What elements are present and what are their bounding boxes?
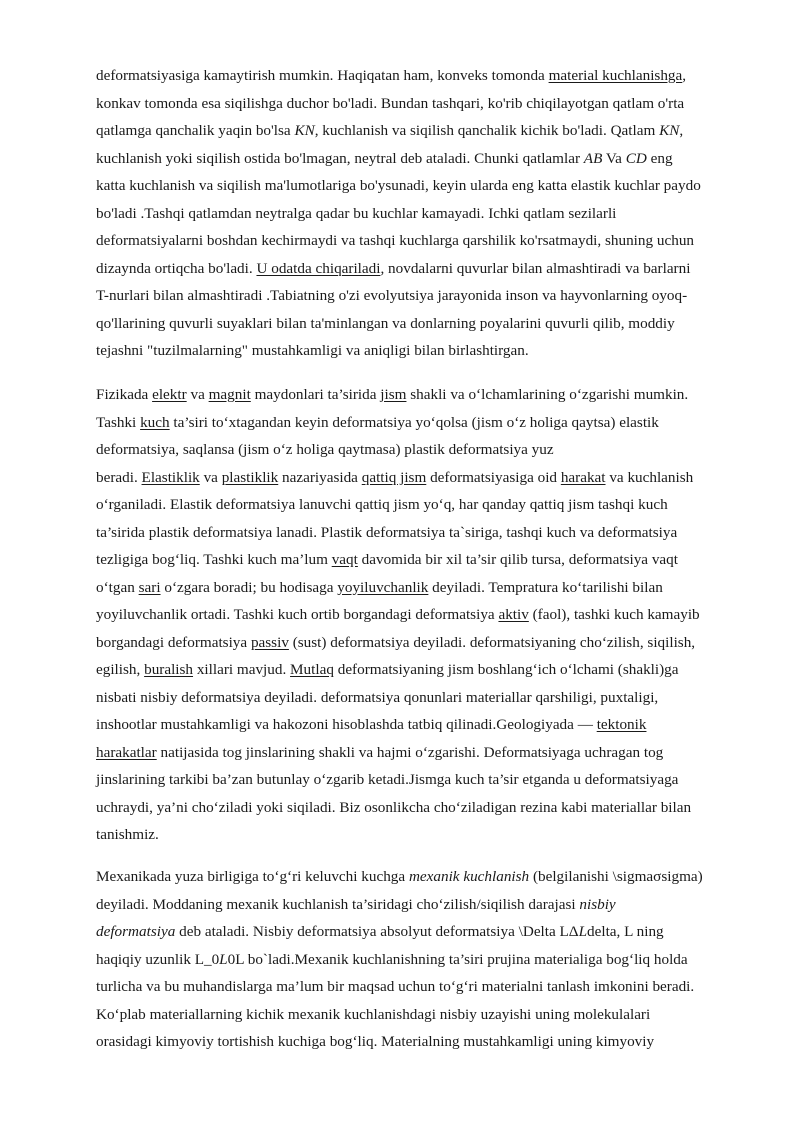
text-segment: davomida bir xil ta’sir qilib tursa, deformatsiya vaqt — [357, 551, 678, 568]
text-line — [96, 519, 746, 547]
text-line — [96, 711, 746, 739]
text-segment: 0L bo`ladi.Mexanik kuchlanishning ta’siri prujina materialiga bog‘liq holda — [227, 950, 688, 968]
hyperlink[interactable]: harakatlar — [96, 743, 157, 761]
text-segment: kuchlanish yoki siqilish ostida bo'lmagan, neytral deb ataladi. Chunki qatlamlar — [96, 149, 584, 167]
text-line — [96, 310, 746, 338]
text-segment: nisbati nisbiy deformatsiya deyiladi. deformatsiya qonunlari materiallar qarshiligi, puxtaligi, — [96, 688, 659, 706]
text-segment: nazariyasida — [278, 468, 362, 486]
text-segment: o‘zgara boradi; bu hodisaga — [160, 578, 338, 596]
hyperlink[interactable]: jism — [380, 386, 407, 403]
text-segment: (faol), tashki kuch kamayib — [528, 606, 700, 623]
hyperlink[interactable]: magnit — [208, 386, 251, 403]
text-segment: Va — [602, 149, 626, 167]
text-segment: , novdalarni quvurlar bilan almashtiradi va barlarni — [380, 259, 691, 277]
paragraph-physics-deformation — [96, 381, 746, 849]
text-segment: inshootlar mustahkamligi va hakozoni hisoblashda tatbiq qilinadi.Geologiyada — — [96, 716, 597, 733]
text-segment: , — [682, 67, 687, 84]
text-line — [96, 1028, 746, 1056]
text-segment: beradi. — [96, 468, 142, 486]
text-segment: katta kuchlanish va siqilish ma'lumotlariga bo'ysunadi, keyin ularda eng katta elastik kuchlar paydo — [96, 177, 701, 194]
hyperlink[interactable]: U odatda chiqariladi — [256, 259, 381, 277]
text-line — [96, 200, 746, 228]
hyperlink[interactable]: passiv — [250, 633, 289, 651]
text-line — [96, 337, 746, 365]
text-segment: tezligiga bog‘liq. Tashki kuch ma’lum — [96, 551, 332, 568]
text-segment: va — [199, 468, 222, 486]
text-line — [96, 684, 746, 712]
text-segment: Fizikada — [96, 386, 153, 403]
text-segment: maydonlari ta’sirida — [250, 386, 381, 403]
text-segment: Ko‘plab materiallarning kichik mexanik kuchlanishdagi nisbiy uzayishi uning molekulalari — [96, 1005, 651, 1023]
text-segment: natijasida tog jinslarining shakli va hajmi o‘zgarishi. Deformatsiyaga uchragan tog — [156, 743, 664, 761]
text-line — [96, 546, 746, 574]
text-line — [96, 973, 746, 1001]
text-line — [96, 863, 746, 891]
text-segment: delta, L ning — [587, 923, 664, 940]
text-segment: bo'ladi .Tashqi qatlamdan neytralga qadar bu kuchlar kamayadi. Ichki qatlam sezilarli — [96, 204, 617, 222]
text-segment: deyiladi. Tempratura ko‘tarilishi bilan — [428, 578, 663, 596]
text-line — [96, 794, 746, 822]
text-line — [96, 918, 746, 946]
italic-term: CD — [625, 149, 647, 167]
text-line — [96, 464, 746, 492]
paragraph-mechanical-stress — [96, 863, 746, 1056]
text-line — [96, 946, 746, 974]
italic-term: nisbiy — [579, 895, 616, 913]
text-segment: o‘rganiladi. Elastik deformatsiya lanuvchi qattiq jism yo‘q, har qanday qattiq jism tashqi kuch — [96, 496, 668, 513]
text-segment: , kuchlanish va siqilish qanchalik kichik bo'ladi. Qatlam — [314, 122, 660, 139]
text-segment: jinslarining tarkibi ba’zan butunlay o‘zgarib ketadi.Jismga kuch ta’sir etganda u deformatsiyaga — [96, 771, 679, 788]
text-segment: borgandagi deformatsiya — [96, 633, 251, 651]
text-segment: o‘tgan — [96, 578, 139, 596]
hyperlink[interactable]: elektr — [152, 386, 187, 403]
text-segment: qatlamga qanchalik yaqin bo'lsa — [96, 122, 295, 139]
text-line — [96, 227, 746, 255]
hyperlink[interactable]: qattiq jism — [361, 468, 427, 486]
text-line — [96, 255, 746, 283]
hyperlink[interactable]: plastiklik — [221, 468, 279, 486]
hyperlink[interactable]: harakat — [560, 468, 606, 486]
text-line — [96, 62, 746, 90]
hyperlink[interactable]: Elastiklik — [141, 468, 200, 486]
text-segment: va — [186, 386, 209, 403]
text-segment: deformatsiyasiga kamaytirish mumkin. Haqiqatan ham, konveks tomonda — [96, 67, 549, 84]
italic-term: AB — [583, 149, 603, 167]
text-segment: orasidagi kimyoviy tortishish kuchiga bog‘liq. Materialning mustahkamligi uning kimyoviy — [96, 1033, 655, 1050]
text-line — [96, 172, 746, 200]
text-line — [96, 891, 746, 919]
text-line — [96, 145, 746, 173]
text-line — [96, 821, 746, 849]
text-segment: egilish, — [96, 661, 145, 678]
text-line — [96, 766, 746, 794]
text-segment: tejashni "tuzilmalarning" mustahkamligi va aniqligi bilan birlashtirgan. — [96, 342, 529, 359]
text-segment: qo'llarining quvurli suyaklari bilan ta'minlangan va donlarning poyalarini quvurli qilib, moddiy — [96, 314, 675, 332]
paragraph-beam-deformation — [96, 62, 746, 365]
text-line — [96, 656, 746, 684]
text-segment: va kuchlanish — [605, 468, 694, 486]
text-line — [96, 436, 746, 464]
text-line — [96, 1001, 746, 1029]
italic-term: mexanik kuchlanish — [408, 868, 530, 885]
text-segment: ta’siri to‘xtagandan keyin deformatsiya yo‘qolsa (jism o‘z holiga qaytsa) elastik — [169, 413, 659, 431]
text-segment: konkav tomonda esa siqilishga duchor bo'ladi. Bundan tashqari, ko'rib chiqilayotgan qatlam o'rta — [96, 94, 685, 112]
italic-term: deformatsiya — [96, 923, 176, 940]
text-line — [96, 574, 746, 602]
text-segment: deformatsiyasiga oid — [426, 468, 561, 486]
text-line — [96, 117, 746, 145]
hyperlink[interactable]: material kuchlanishga — [548, 67, 683, 84]
text-segment: Mexanikada yuza birligiga to‘g‘ri keluvchi kuchga — [96, 868, 409, 885]
text-segment: deb ataladi. Nisbiy deformatsiya absolyut deformatsiya \Delta LΔ — [175, 923, 579, 940]
text-segment: xillari mavjud. — [193, 661, 291, 678]
text-segment: turlicha va bu muhandislarga ma’lum bir maqsad uchun to‘g‘ri materialni tanlash imkonini beradi. — [96, 978, 695, 995]
hyperlink[interactable]: vaqt — [331, 551, 358, 568]
text-segment: tanishmiz. — [96, 826, 159, 843]
text-line — [96, 491, 746, 519]
text-segment: uchraydi, ya’ni cho‘ziladi yoki siqiladi. Biz osonlikcha cho‘ziladigan rezina kabi materiallar bilan — [96, 798, 692, 816]
text-line — [96, 739, 746, 767]
text-segment: deyiladi. Moddaning mexanik kuchlanish ta’siridagi cho‘zilish/siqilish darajasi — [96, 895, 580, 913]
text-line — [96, 381, 746, 409]
text-segment: Tashki — [96, 413, 141, 431]
text-line — [96, 601, 746, 629]
italic-term: L — [578, 923, 588, 940]
text-line — [96, 282, 746, 310]
text-segment: , — [679, 122, 684, 139]
hyperlink[interactable]: kuch — [140, 413, 170, 431]
text-segment: deformatsiyalarni boshdan kechirmaydi va tashqi kuchlarga qarshilik ko'rsatmaydi, shuning uchun — [96, 232, 695, 249]
text-segment: (belgilanishi \sigmaσsigma) — [529, 868, 703, 885]
text-line — [96, 409, 746, 437]
text-line — [96, 629, 746, 657]
hyperlink[interactable]: yoyiluvchanlik — [337, 578, 429, 596]
italic-term: KN — [659, 122, 680, 139]
text-line — [96, 90, 746, 118]
hyperlink[interactable]: buralish — [144, 661, 194, 678]
hyperlink[interactable]: aktiv — [498, 606, 529, 623]
text-segment: T-nurlari bilan almashtiradi .Tabiatning o'zi evolyutsiya jarayonida inson va hayvonlarning oyoq- — [96, 287, 688, 304]
text-segment: dizaynda ortiqcha bo'ladi. — [96, 259, 257, 277]
text-segment: yoyiluvchanlik ortadi. Tashki kuch ortib borgandagi deformatsiya — [96, 606, 499, 623]
text-segment: ta’sirida plastik deformatsiya lanadi. Plastik deformatsiya ta`siriga, tashqi kuch va deformatsiya — [96, 523, 678, 541]
hyperlink[interactable]: tektonik — [596, 716, 647, 733]
italic-term: L — [219, 950, 228, 968]
hyperlink[interactable]: sari — [138, 578, 161, 596]
text-segment: shakli va o‘lchamlarining o‘zgarishi mumkin. — [406, 386, 689, 403]
hyperlink[interactable]: Mutlaq — [290, 661, 334, 678]
text-segment: deformatsiya, saqlansa (jism o‘z holiga qaytmasa) plastik deformatsiya yuz — [96, 441, 554, 458]
text-segment: haqiqiy uzunlik L_0 — [96, 950, 220, 968]
italic-term: KN — [294, 122, 315, 139]
text-segment: eng — [646, 149, 673, 167]
text-segment: (sust) deformatsiya deyiladi. deformatsiyaning cho‘zilish, siqilish, — [288, 633, 696, 651]
text-segment: deformatsiyaning jism boshlang‘ich o‘lchami (shakli)ga — [333, 661, 679, 678]
